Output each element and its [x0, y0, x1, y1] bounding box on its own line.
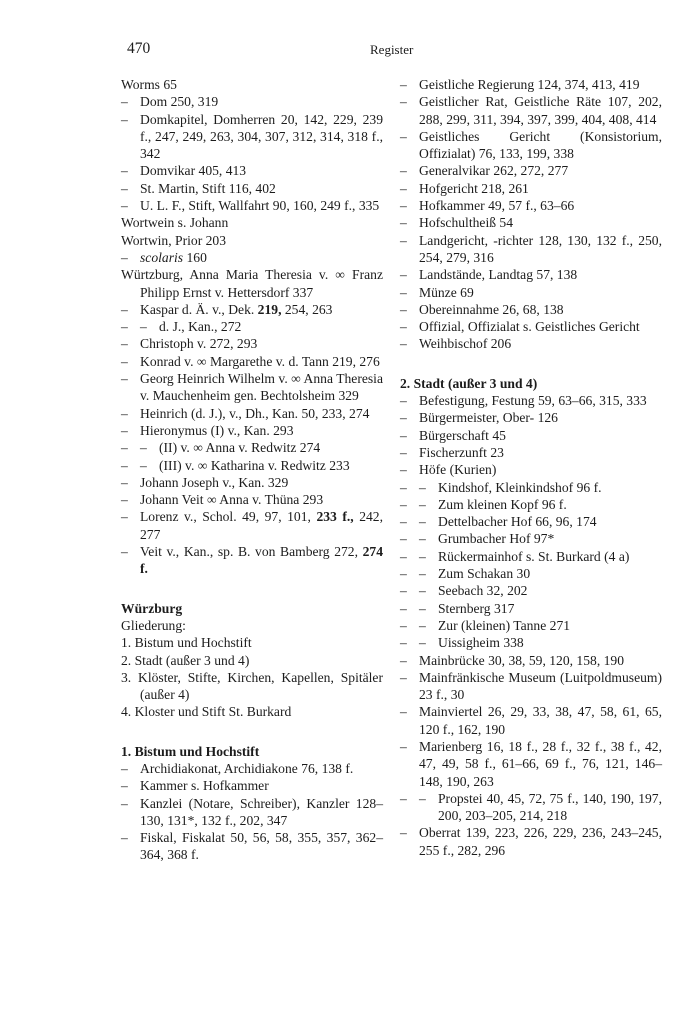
index-entry: – Hofschultheiß 54 — [400, 215, 514, 231]
index-entry: – – d. J., Kan., 272 — [121, 319, 242, 335]
index-entry: – Befestigung, Festung 59, 63–66, 315, 333 — [400, 393, 647, 409]
index-entry: – Marienberg 16, 18 f., 28 f., 32 f., 38 f., 42, 47, 49, 58 f., 61–66, 69 f., 76, 121, 146–148, 190, 263 — [400, 738, 662, 789]
index-entry: – Landgericht, -richter 128, 130, 132 f., 250, 254, 279, 316 — [400, 232, 662, 265]
index-entry: – Weihbischof 206 — [400, 336, 512, 352]
index-entry: – – Dettelbacher Hof 66, 96, 174 — [400, 514, 597, 530]
index-entry: – Fiskal, Fiskalat 50, 56, 58, 355, 357, 362–364, 368 f. — [121, 830, 383, 863]
index-entry: – Lorenz v., Schol. 49, 97, 101, 233 f., 242, 277 — [121, 509, 383, 542]
index-entry: – Mainbrücke 30, 38, 59, 120, 158, 190 — [400, 652, 625, 668]
index-entry: – Konrad v. ∞ Margarethe v. d. Tann 219, 276 — [121, 353, 380, 369]
index-entry: – scolaris 160 — [121, 249, 207, 265]
index-entry: – – Sternberg 317 — [400, 600, 515, 616]
outline-item: 4. Kloster und Stift St. Burkard — [121, 704, 292, 720]
subsection-heading: 1. Bistum und Hochstift — [121, 743, 260, 759]
section-heading: Würzburg — [121, 600, 183, 616]
index-entry: – Archidiakonat, Archidiakone 76, 138 f. — [121, 760, 354, 776]
index-entry: – Johann Veit ∞ Anna v. Thüna 293 — [121, 492, 324, 508]
outline-item: 3. Klöster, Stifte, Kirchen, Kapellen, Spitäler (außer 4) — [121, 669, 383, 703]
index-entry: – – Propstei 40, 45, 72, 75 f., 140, 190, 197, 200, 203–205, 214, 218 — [400, 790, 662, 824]
index-entry: – Höfe (Kurien) — [400, 462, 497, 478]
outline-item: 2. Stadt (außer 3 und 4) — [121, 652, 250, 668]
index-entry: – Landstände, Landtag 57, 138 — [400, 267, 578, 283]
index-entry: – Offizial, Offizialat s. Geistliches Gericht — [400, 319, 640, 335]
index-entry: – Geistlicher Rat, Geistliche Räte 107, 202, 288, 299, 311, 394, 397, 399, 404, 408, 414 — [400, 94, 662, 127]
page-number: 470 — [127, 40, 151, 57]
index-entry: – – Seebach 32, 202 — [400, 583, 528, 599]
subsection-heading: 2. Stadt (außer 3 und 4) — [400, 375, 538, 391]
index-entry: – Hieronymus (I) v., Kan. 293 — [121, 422, 294, 438]
index-entry: – Fischerzunft 23 — [400, 444, 504, 460]
index-entry: – – (III) v. ∞ Katharina v. Redwitz 233 — [121, 457, 350, 473]
index-entry: Wortwin, Prior 203 — [121, 232, 227, 248]
index-entry: – Kaspar d. Ä. v., Dek. 219, 254, 263 — [121, 301, 333, 317]
outline-item: Gliederung: — [121, 617, 186, 633]
left-column — [121, 76, 383, 864]
index-entry: – Heinrich (d. J.), v., Dh., Kan. 50, 233, 274 — [121, 405, 370, 421]
index-entry: – Johann Joseph v., Kan. 329 — [121, 474, 289, 490]
index-entry: – Obereinnahme 26, 68, 138 — [400, 301, 564, 317]
index-entry: – Christoph v. 272, 293 — [121, 336, 258, 352]
index-entry: – Geistliche Regierung 124, 374, 413, 419 — [400, 77, 640, 92]
index-entry: Wortwein s. Johann — [121, 215, 229, 231]
index-entry: – Münze 69 — [400, 284, 474, 300]
index-entry: – – Kindshof, Kleinkindshof 96 f. — [400, 479, 602, 495]
index-entry: – Bürgermeister, Ober- 126 — [400, 410, 558, 426]
index-entry: – Kammer s. Hofkammer — [121, 778, 269, 794]
index-entry: – Hofgericht 218, 261 — [400, 180, 529, 196]
index-entry: – – Grumbacher Hof 97* — [400, 531, 555, 547]
index-entry: – U. L. F., Stift, Wallfahrt 90, 160, 249 f., 335 — [121, 198, 380, 214]
running-head: Register — [370, 42, 414, 57]
index-entry: – Hofkammer 49, 57 f., 63–66 — [400, 198, 575, 214]
right-column — [400, 76, 662, 859]
index-entry: – – (II) v. ∞ Anna v. Redwitz 274 — [121, 440, 321, 456]
outline-item: 1. Bistum und Hochstift — [121, 635, 252, 651]
index-entry: – Mainviertel 26, 29, 33, 38, 47, 58, 61, 65, 120 f., 162, 190 — [400, 704, 662, 737]
index-entry: – Dom 250, 319 — [121, 94, 219, 110]
index-entry: – Oberrat 139, 223, 226, 229, 236, 243–245, 255 f., 282, 296 — [400, 825, 662, 858]
index-entry: Worms 65 — [121, 77, 177, 92]
index-entry: – Bürgerschaft 45 — [400, 427, 506, 443]
index-entry: – – Zur (kleinen) Tanne 271 — [400, 617, 571, 633]
index-entry: – Geistliches Gericht (Konsistorium, Offizialat) 76, 133, 199, 338 — [400, 128, 662, 162]
index-entry: – Georg Heinrich Wilhelm v. ∞ Anna Theresia v. Mauchenheim gen. Bechtolsheim 329 — [121, 371, 383, 404]
index-entry: – Veit v., Kan., sp. B. von Bamberg 272, 274 f. — [121, 544, 383, 577]
index-entry: – Mainfränkische Museum (Luitpoldmuseum) 23 f., 30 — [400, 669, 662, 703]
index-entry: – Kanzlei (Notare, Schreiber), Kanzler 128–130, 131*, 132 f., 202, 347 — [121, 795, 383, 828]
index-entry: – Domvikar 405, 413 — [121, 163, 247, 179]
index-entry: – St. Martin, Stift 116, 402 — [121, 180, 276, 196]
index-entry: – – Zum Schakan 30 — [400, 566, 531, 582]
index-entry: – – Rückermainhof s. St. Burkard (4 a) — [400, 548, 630, 564]
index-entry: – – Uissigheim 338 — [400, 635, 524, 651]
index-entry: – – Zum kleinen Kopf 96 f. — [400, 496, 567, 512]
index-entry: – Domkapitel, Domherren 20, 142, 229, 239 f., 247, 249, 263, 304, 307, 312, 314, 318 f., 342 — [121, 111, 383, 162]
index-entry: – Generalvikar 262, 272, 277 — [400, 163, 569, 179]
index-entry: Würtzburg, Anna Maria Theresia v. ∞ Franz Philipp Ernst v. Hettersdorf 337 — [121, 267, 383, 300]
